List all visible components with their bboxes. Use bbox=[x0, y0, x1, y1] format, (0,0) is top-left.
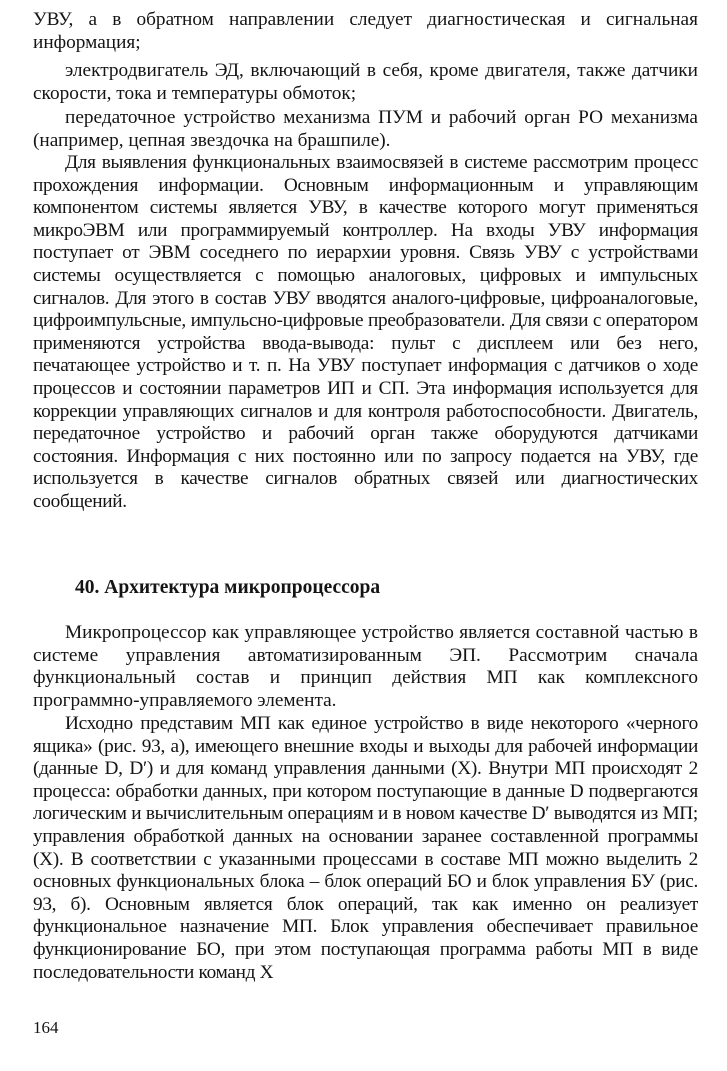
list-item-motor: электродвигатель ЭД, включающий в себя, кроме двигателя, также датчики скорости, тока и температуры обмоток; bbox=[33, 60, 698, 104]
list-item-transmission: передаточное устройство механизма ПУМ и рабочий орган РО механизма (например, цепная звездочка на брашпиле). bbox=[33, 107, 698, 151]
section-heading: 40. Архитектура микропроцессора bbox=[75, 577, 381, 598]
paragraph-intro: Микропроцессор как управляющее устройство является составной частью в системе управления автоматизированным ЭП. Рассмотрим сначала функциональный состав и принцип действия МП как комплексного программно-управляемого элемента. bbox=[33, 622, 698, 711]
paragraph-black-box: Исходно представим МП как единое устройство в виде некоторого «черного ящика» (рис. 93, а), имеющего внешние входы и выходы для рабочей информации (данные D, D′) и для команд управления данными (X). Внутри МП происходят 2 процесса: обработки данных, при котором поступающие в данные D подвергаются логическим и вычислительным операциям и в новом качестве D′ выводятся из МП; управления обработкой данных на основании заранее составленной программы (X). В соответствии с указанными процессами в составе МП можно выделить 2 основных функциональных блока – блок операций БО и блок управления БУ (рис. 93, б). Основным является блок операций, так как именно он реализует функциональное назначение МП. Блок управления обеспечивает правильное функционирование БО, при этом поступающая программа работы МП в виде последовательности команд X bbox=[33, 713, 698, 983]
continued-paragraph: УВУ, а в обратном направлении следует диагностическая и сигнальная информация; bbox=[33, 9, 698, 53]
page-number: 164 bbox=[33, 1018, 59, 1037]
paragraph-information-links: Для выявления функциональных взаимосвязей в системе рассмотрим процесс прохождения информации. Основным информационным и управляющим компонентом системы является УВУ, в качестве которого могут применяться микроЭВМ или программируемый контроллер. На входы УВУ информация поступает от ЭВМ соседнего по иерархии уровня. Связь УВУ с устройствами системы осуществляется с помощью аналоговых, цифровых и импульсных сигналов. Для этого в состав УВУ вводятся аналого-цифровые, цифроаналоговые, цифроимпульсные, импульсно-цифровые преобразователи. Для связи с оператором применяются устройства ввода-вывода: пульт с дисплеем или без него, печатающее устройство и т. п. На УВУ поступает информация с датчиков о ходе процессов и состоянии параметров ИП и СП. Эта информация используется для коррекции управляющих сигналов и для контроля работоспособности. Двигатель, передаточное устройство и рабочий орган также оборудуются датчиками состояния. Информация с них постоянно или по запросу подается на УВУ, где используется в качестве сигналов обратных связей или диагностических сообщений. bbox=[33, 152, 698, 512]
